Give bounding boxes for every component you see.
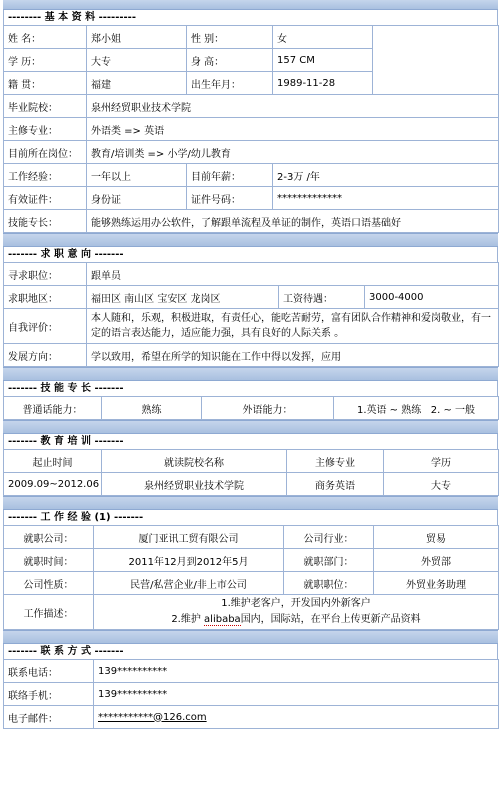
value-desired-pay: 3000-4000 xyxy=(365,286,499,309)
value-employment-time: 2011年12月到2012年5月 xyxy=(94,549,284,572)
value-id-number: ************* xyxy=(273,187,499,210)
label-desired-area: 求职地区： xyxy=(4,286,87,309)
education-table xyxy=(3,449,499,496)
label-education: 学 历： xyxy=(4,49,87,72)
value-industry: 贸易 xyxy=(374,526,499,549)
label-desired-position: 寻求职位： xyxy=(4,263,87,286)
value-id-type: 身份证 xyxy=(87,187,187,210)
education-major: 商务英语 xyxy=(287,473,384,496)
header-school: 就读院校名称 xyxy=(102,450,287,473)
section-stripe xyxy=(3,367,498,381)
label-skills: 技能专长： xyxy=(4,210,87,233)
email-link[interactable]: ***********@126.com xyxy=(98,711,207,723)
label-foreign-language: 外语能力： xyxy=(202,397,334,420)
header-period: 起止时间 xyxy=(4,450,102,473)
value-mandarin: 熟练 xyxy=(102,397,202,420)
label-native-place: 籍 贯： xyxy=(4,72,87,95)
value-work-experience: 一年以上 xyxy=(87,164,187,187)
value-mobile: 139********** xyxy=(94,683,499,706)
section-stripe xyxy=(3,0,498,10)
value-desired-area: 福田区 南山区 宝安区 龙岗区 xyxy=(87,286,279,309)
label-phone: 联系电话： xyxy=(4,660,94,683)
education-degree: 大专 xyxy=(384,473,499,496)
basic-info-table xyxy=(3,25,499,233)
label-development: 发展方向： xyxy=(4,344,87,367)
label-height: 身 高： xyxy=(187,49,273,72)
job-description-line-1: 1.维护老客户，开发国内外新客户 xyxy=(221,598,371,609)
value-current-salary: 2-3万 /年 xyxy=(273,164,499,187)
value-department: 外贸部 xyxy=(374,549,499,572)
section-title-intent: ------- 求 职 意 向 ------- xyxy=(3,247,498,262)
education-period: 2009.09~2012.06 xyxy=(4,473,102,496)
value-height: 157 CM xyxy=(273,49,373,72)
value-company-nature: 民营/私营企业/非上市公司 xyxy=(94,572,284,595)
label-gender: 性 别： xyxy=(187,26,273,49)
job-description-line-2-prefix: 2.维护 xyxy=(171,614,205,625)
skills-table xyxy=(3,396,499,420)
value-self-evaluation: 本人随和，乐观，积极进取，有责任心，能吃苦耐劳，富有团队合作精神和爱岗敬业，有一定的语言表达能力，适应能力强，具有良好的人际关系 。 xyxy=(87,309,499,344)
value-skills: 能够熟练运用办公软件，了解跟单流程及单证的制作，英语口语基础好 xyxy=(87,210,499,233)
education-school: 泉州经贸职业技术学院 xyxy=(102,473,287,496)
section-title-basic: -------- 基 本 资 料 --------- xyxy=(3,10,498,25)
job-description-line-2 xyxy=(98,612,494,628)
header-degree: 学历 xyxy=(384,450,499,473)
section-title-contact: ------- 联 系 方 式 ------- xyxy=(3,644,498,659)
label-mandarin: 普通话能力： xyxy=(4,397,102,420)
value-gender: 女 xyxy=(273,26,373,49)
value-name: 郑小姐 xyxy=(87,26,187,49)
label-name: 姓 名： xyxy=(4,26,87,49)
label-desired-pay: 工资待遇： xyxy=(279,286,365,309)
value-education: 大专 xyxy=(87,49,187,72)
value-development: 学以致用，希望在所学的知识能在工作中得以发挥，应用 xyxy=(87,344,499,367)
job-intent-table xyxy=(3,262,499,367)
work-experience-table xyxy=(3,525,499,630)
label-department: 就职部门： xyxy=(284,549,374,572)
section-title-skills: ------- 技 能 专 长 ------- xyxy=(3,381,498,396)
value-phone: 139********** xyxy=(94,660,499,683)
label-industry: 公司行业： xyxy=(284,526,374,549)
value-company: 厦门亚讯工贸有限公司 xyxy=(94,526,284,549)
label-job-description: 工作描述： xyxy=(4,595,94,630)
header-major: 主修专业 xyxy=(287,450,384,473)
label-work-experience: 工作经验： xyxy=(4,164,87,187)
label-employment-time: 就职时间： xyxy=(4,549,94,572)
value-job-description xyxy=(94,595,499,630)
section-title-education: ------- 教 育 培 训 ------- xyxy=(3,434,498,449)
section-title-work: ------- 工 作 经 验 (1) ------- xyxy=(3,510,498,525)
label-major: 主修专业： xyxy=(4,118,87,141)
label-id-number: 证件号码： xyxy=(187,187,273,210)
label-job-title: 就职职位： xyxy=(284,572,374,595)
label-email: 电子邮件： xyxy=(4,706,94,729)
contact-table xyxy=(3,659,499,729)
label-id-type: 有效证件： xyxy=(4,187,87,210)
resume-page xyxy=(3,0,498,786)
value-job-title: 外贸业务助理 xyxy=(374,572,499,595)
value-current-post: 教育/培训类 => 小学/幼儿教育 xyxy=(87,141,499,164)
section-stripe xyxy=(3,630,498,644)
label-birth: 出生年月： xyxy=(187,72,273,95)
label-school: 毕业院校： xyxy=(4,95,87,118)
value-email xyxy=(94,706,499,729)
section-stripe xyxy=(3,420,498,434)
value-desired-position: 跟单员 xyxy=(87,263,499,286)
label-current-salary: 目前年薪： xyxy=(187,164,273,187)
label-mobile: 联络手机： xyxy=(4,683,94,706)
value-native-place: 福建 xyxy=(87,72,187,95)
label-self-evaluation: 自我评价： xyxy=(4,309,87,344)
value-major: 外语类 => 英语 xyxy=(87,118,499,141)
value-school: 泉州经贸职业技术学院 xyxy=(87,95,499,118)
label-current-post: 目前所在岗位： xyxy=(4,141,87,164)
job-description-line-2-rest: 国内，国际站，在平台上传更新产品资料 xyxy=(240,614,421,625)
value-birth: 1989-11-28 xyxy=(273,72,373,95)
photo-area xyxy=(373,26,499,95)
value-foreign-language: 1.英语 ~ 熟练 2. ~ 一般 xyxy=(334,397,499,420)
section-stripe xyxy=(3,496,498,510)
job-description-alibaba: alibaba xyxy=(204,614,241,625)
section-stripe xyxy=(3,233,498,247)
label-company: 就职公司： xyxy=(4,526,94,549)
label-company-nature: 公司性质： xyxy=(4,572,94,595)
